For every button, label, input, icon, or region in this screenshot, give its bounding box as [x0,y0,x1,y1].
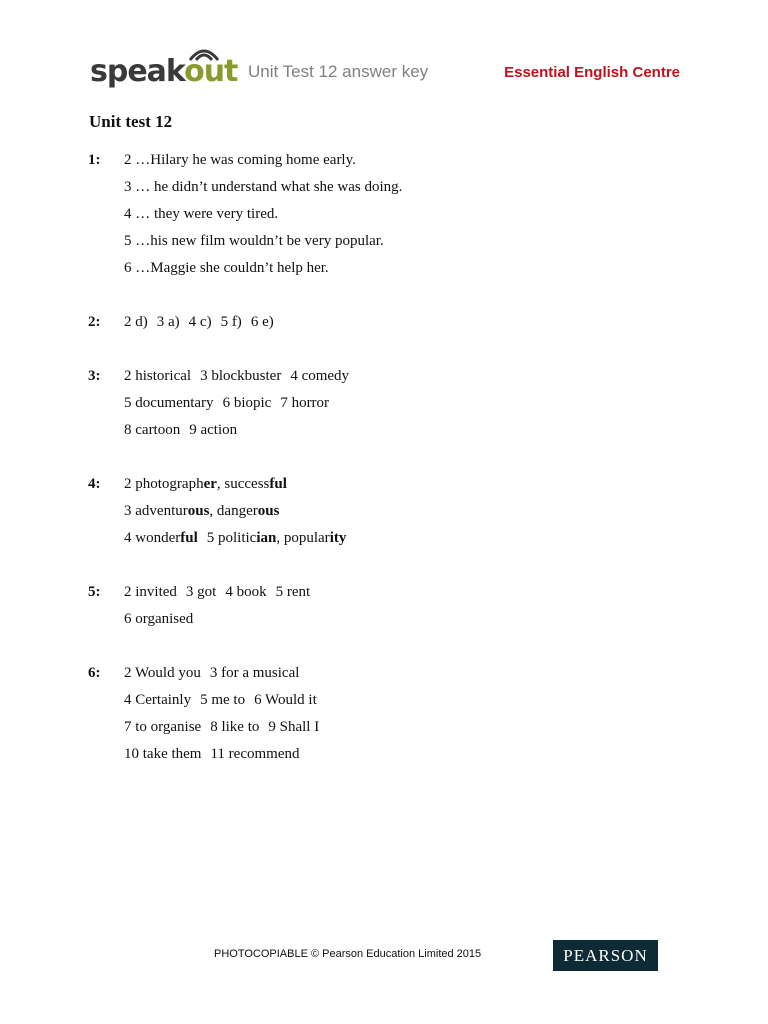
answer-item [124,525,198,552]
answer-text: 5 …his new film wouldn’t be very popular. [124,233,384,249]
answer-item [254,687,317,714]
answer-item [124,741,201,768]
answer-item [124,606,193,633]
answer-text: 2 Would you [124,665,201,681]
answer-line [124,255,688,282]
answer-text: 2 historical [124,368,192,384]
logo-speak-text: speak [90,54,185,89]
answer-text: 3 a) [156,314,180,330]
answer-item [189,309,212,336]
answer-text: 5 documentary [124,395,214,411]
exercise-2 [88,309,688,336]
answer-line [124,471,688,498]
answer-line [124,174,688,201]
answer-line [124,309,688,336]
answer-text: 6 biopic [222,395,272,411]
answer-line [124,147,688,174]
answer-suffix-bold: ian [256,530,277,546]
answer-item [280,390,329,417]
answer-item [124,255,329,282]
answer-item [225,579,266,606]
answer-text: 4 comedy [290,368,350,384]
answer-text: 9 action [189,422,238,438]
answer-text: 7 horror [280,395,330,411]
pearson-logo: PEARSON [553,940,658,971]
answer-text: 8 cartoon [124,422,181,438]
answer-text: , danger [209,503,258,519]
exercise-1 [88,147,688,282]
answer-text: 5 politic [206,530,257,546]
answer-item [124,390,214,417]
answer-item [124,363,191,390]
answer-item [124,201,278,228]
answer-line [124,660,688,687]
answer-text: 6 e) [250,314,274,330]
answer-text: 6 …Maggie she couldn’t help her. [124,260,329,276]
answer-item [210,741,299,768]
answer-line [124,228,688,255]
answer-lines [124,660,688,768]
answer-text: 9 Shall I [268,719,320,735]
answer-item [200,363,281,390]
logo-out-text: out [184,54,238,89]
answer-text: 2 invited [124,584,177,600]
answer-item [251,309,274,336]
answer-line [124,741,688,768]
answer-text: 4 wonder [124,530,181,546]
answer-item [124,579,177,606]
answer-text: , popular [276,530,330,546]
answer-item [157,309,180,336]
page-header [90,44,690,94]
answer-text: 6 organised [124,611,194,627]
answer-line [124,714,688,741]
answer-lines [124,579,688,633]
answer-suffix-bold: ity [329,530,347,546]
answer-item [124,309,148,336]
exercise-number: 2: [88,314,101,330]
answer-text: 4 Certainly [124,692,192,708]
answer-item [124,471,287,498]
answer-text: 5 me to [200,692,246,708]
answer-text: 6 Would it [254,692,317,708]
answer-item [124,498,279,525]
answer-item [290,363,349,390]
answer-item [207,525,347,552]
answer-text: 8 like to [210,719,260,735]
answer-item [124,228,384,255]
answer-list [88,147,688,795]
answer-text: 2 photograph [124,476,204,492]
answer-text: 3 got [185,584,217,600]
answer-item [223,390,272,417]
answer-text: 5 rent [275,584,311,600]
answer-text: 3 … he didn’t understand what she was doing. [124,179,403,195]
answer-item [124,417,180,444]
answer-line [124,606,688,633]
page-title: Unit test 12 [89,112,173,131]
answer-text: 4 c) [188,314,212,330]
answer-line [124,687,688,714]
answer-item [124,714,201,741]
answer-item [210,714,259,741]
answer-text: 10 take them [124,746,202,762]
answer-item [210,660,300,687]
answer-text: , success [216,476,270,492]
answer-suffix-bold: ous [257,503,280,519]
answer-lines [124,309,688,336]
answer-item [124,174,402,201]
answer-item [124,687,191,714]
exercise-5 [88,579,688,633]
exercise-number: 6: [88,665,101,681]
answer-text: 7 to organise [124,719,202,735]
exercise-6 [88,660,688,768]
answer-line [124,417,688,444]
answer-text: 3 adventur [124,503,188,519]
answer-text: 2 d) [124,314,148,330]
centre-name: Essential English Centre [504,64,680,81]
answer-lines [124,471,688,552]
exercise-number: 1: [88,152,101,168]
answer-suffix-bold: er [203,476,217,492]
answer-text: 3 blockbuster [200,368,282,384]
answer-text: 4 … they were very tired. [124,206,279,222]
answer-text: 11 recommend [210,746,300,762]
exercise-4 [88,471,688,552]
exercise-3 [88,363,688,444]
answer-line [124,579,688,606]
answer-item [124,660,201,687]
exercise-number: 4: [88,476,101,492]
answer-text: 2 …Hilary he was coming home early. [124,152,356,168]
answer-suffix-bold: ous [187,503,210,519]
answer-text: 5 f) [220,314,242,330]
document-subtitle: Unit Test 12 answer key [248,62,429,81]
speakout-logo [90,48,246,92]
exercise-number: 5: [88,584,101,600]
answer-item [268,714,319,741]
answer-suffix-bold: ful [180,530,198,546]
answer-item [200,687,245,714]
logo-wordmark [90,54,237,90]
answer-line [124,201,688,228]
answer-item [189,417,237,444]
answer-line [124,525,688,552]
copyright-footer: PHOTOCOPIABLE © Pearson Education Limited 2015 [214,948,482,960]
answer-item [221,309,242,336]
answer-lines [124,147,688,282]
answer-text: 3 for a musical [209,665,300,681]
answer-item [124,147,356,174]
exercise-number: 3: [88,368,101,384]
answer-line [124,363,688,390]
answer-item [186,579,216,606]
answer-item [276,579,311,606]
answer-suffix-bold: ful [269,476,287,492]
answer-line [124,498,688,525]
answer-lines [124,363,688,444]
answer-text: 4 book [225,584,267,600]
answer-line [124,390,688,417]
